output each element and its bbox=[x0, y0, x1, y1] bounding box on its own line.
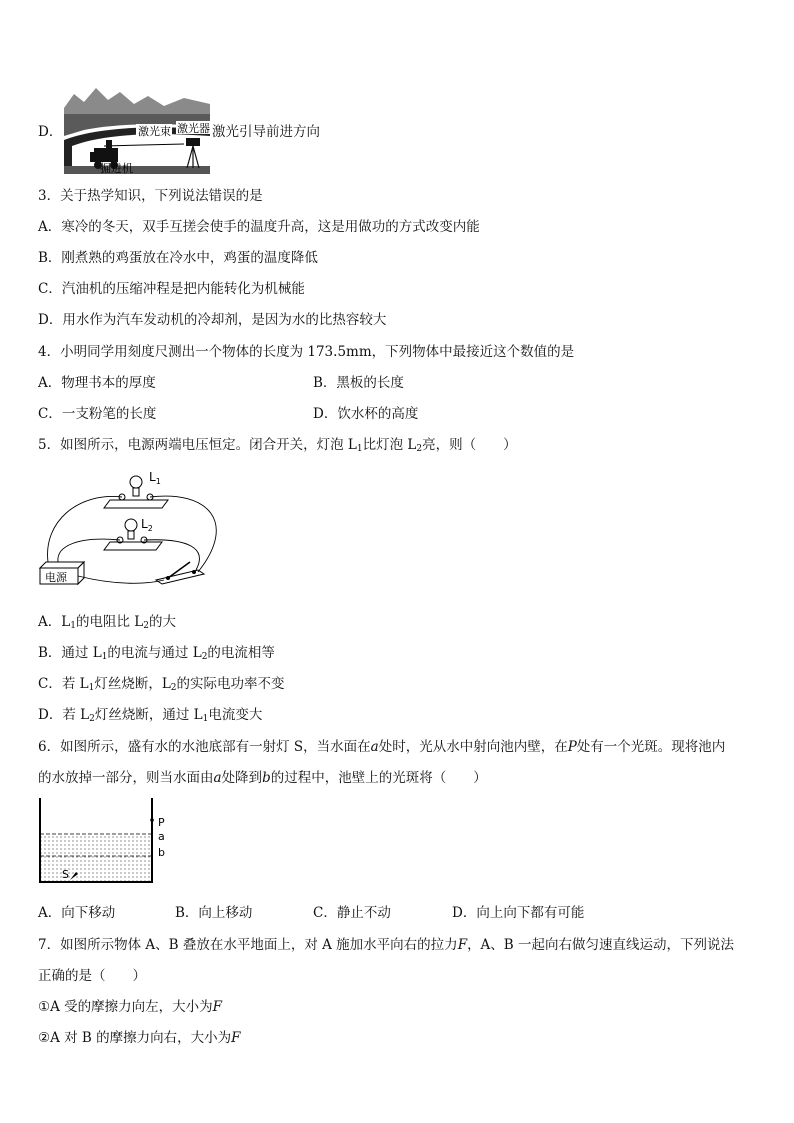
q3-option-d: D．用水作为汽车发动机的冷却剂，是因为水的比热容较大 bbox=[38, 312, 387, 328]
q6-option-c: C．静止不动 bbox=[313, 905, 391, 921]
ground bbox=[64, 166, 210, 174]
fig-label-p: P bbox=[158, 816, 165, 829]
fig-label-a: a bbox=[158, 830, 165, 843]
q7-statement-1: ①A 受的摩擦力向左，大小为F bbox=[38, 999, 223, 1015]
q5-option-a: A．$L_1$的电阻比 $L_2$的大 bbox=[38, 614, 176, 631]
q5-option-b: B．通过 $L_1$的电流与通过 $L_2$的电流相等 bbox=[38, 645, 275, 662]
fig-label-beam: 激光束 bbox=[138, 125, 171, 138]
fig-label-machine: 掘进机 bbox=[100, 162, 133, 174]
q3-option-c: C．汽油机的压缩冲程是把内能转化为机械能 bbox=[38, 281, 305, 297]
q4-option-b: B．黑板的长度 bbox=[313, 375, 404, 391]
fig-label-s: S bbox=[62, 868, 69, 881]
q6-option-b: B．向上移动 bbox=[175, 905, 253, 921]
label-power: 电源 bbox=[45, 571, 67, 584]
q6-stem-line1: 6．如图所示，盛有水的水池底部有一射灯 S，当水面在a处时，光从水中射向池内壁，在P处有一个光斑。现将池内 bbox=[38, 739, 726, 755]
fig-label-b: b bbox=[158, 846, 165, 859]
q7-statement-2: ②A 对 B 的摩擦力向右，大小为F bbox=[38, 1030, 241, 1046]
q5-option-c: C．若 $L_1$灯丝烧断，$L_2$的实际电功率不变 bbox=[38, 676, 285, 693]
q6-stem-line2: 的水放掉一部分，则当水面由a处降到b的过程中，池壁上的光斑将（ ） bbox=[38, 770, 487, 786]
q4-option-a: A．物理书本的厚度 bbox=[38, 375, 156, 391]
q6-option-a: A．向下移动 bbox=[38, 905, 116, 921]
label-l1: $L_1$ bbox=[149, 470, 161, 486]
water-fill bbox=[40, 834, 152, 882]
option-label: D． bbox=[38, 124, 63, 140]
light-spot-p bbox=[150, 818, 154, 822]
q3-stem: 3．关于热学知识，下列说法错误的是 bbox=[38, 188, 263, 204]
lamp-l2-board bbox=[104, 519, 162, 550]
q6-option-d: D．向上向下都有可能 bbox=[452, 905, 585, 921]
q7-stem-line1: 7．如图所示物体 A、B 叠放在水平地面上，对 A 施加水平向右的拉力F，A、B 一起向右做匀速直线运动，下列说法 bbox=[38, 937, 735, 953]
q4-option-c: C．一支粉笔的长度 bbox=[38, 406, 157, 422]
q3-option-a: A．寒冷的冬天，双手互搓会使手的温度升高，这是用做功的方式改变内能 bbox=[38, 219, 480, 235]
q5-stem: 5．如图所示，电源两端电压恒定。闭合开关，灯泡 $L_1$比灯泡 $L_2$亮，则（ ） bbox=[38, 437, 517, 454]
pool-figure bbox=[36, 796, 172, 888]
q4-stem: 4．小明同学用刻度尺测出一个物体的长度为 173.5mm，下列物体中最接近这个数值的是 bbox=[38, 344, 575, 360]
switch-icon bbox=[156, 562, 204, 584]
tunnel-figure bbox=[64, 86, 210, 174]
q4-option-d: D．饮水杯的高度 bbox=[313, 406, 419, 422]
circuit-figure bbox=[38, 462, 238, 592]
label-l2: $L_2$ bbox=[141, 517, 153, 533]
q5-option-d: D．若 $L_2$灯丝烧断，通过 $L_1$电流变大 bbox=[38, 707, 263, 724]
q7-stem-line2: 正确的是（ ） bbox=[38, 968, 146, 984]
q3-option-b: B．刚煮熟的鸡蛋放在冷水中，鸡蛋的温度降低 bbox=[38, 250, 318, 266]
fig-label-device: 激光器 bbox=[177, 122, 210, 135]
figure-caption: 激光引导前进方向 bbox=[212, 124, 320, 140]
